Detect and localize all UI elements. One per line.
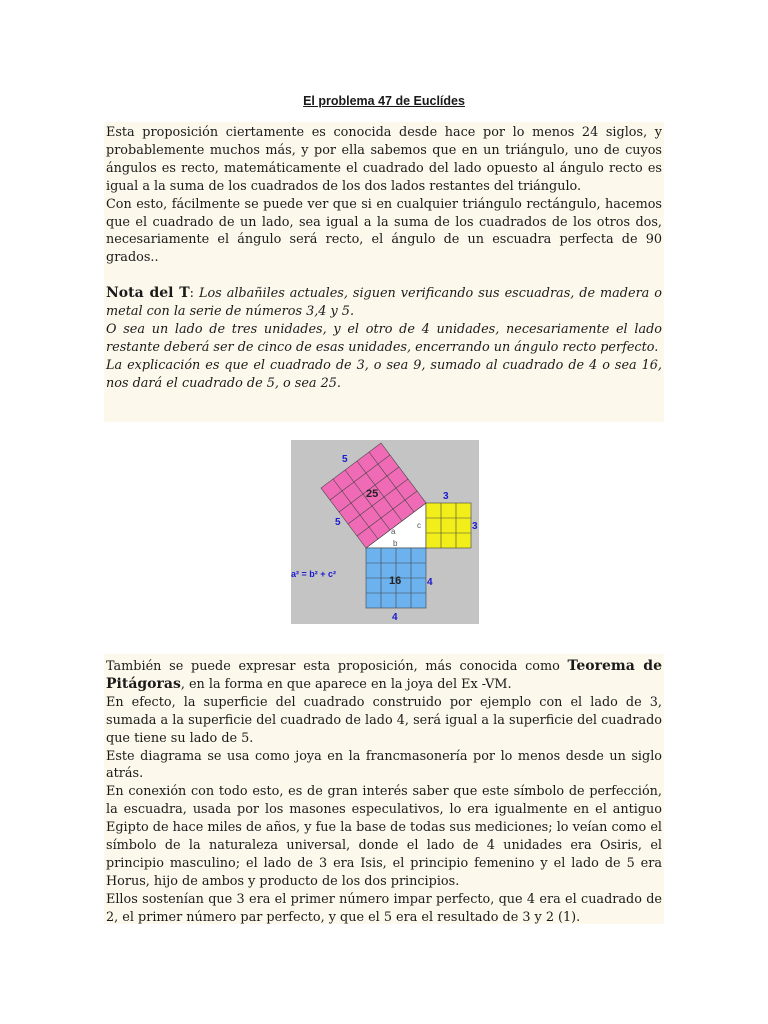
b-label-side: 4	[427, 577, 433, 588]
nota-text-2: O sea un lado de tres unidades, y el otro de 4 unidades, necesariamente el lado restante deberá ser de cinco de esas unidades, encerrando un ángulo recto perfecto.	[106, 321, 662, 355]
nota-line-3	[106, 357, 662, 393]
body-paragraph-5: Ellos sostenían que 3 era el primer número impar perfecto, que 4 era el cuadrado de 2, el primer número par perfecto, y que el 5 era el resultado de 3 y 2 (1).	[106, 891, 662, 925]
area-25: 25	[366, 488, 379, 500]
formula: a² = b² + c²	[291, 569, 337, 579]
hyp-label-top: 5	[342, 454, 348, 465]
nota-colon: :	[189, 286, 199, 302]
area-16: 16	[389, 575, 402, 587]
nota-label: Nota del T	[106, 285, 190, 302]
body-paragraph-3: Este diagrama se usa como joya en la francmasonería por lo menos desde un siglo atrás.	[106, 748, 662, 782]
side-c-label: c	[417, 521, 421, 530]
pythagoras-diagram	[291, 440, 479, 624]
side-b-label: b	[393, 539, 398, 548]
page-title: El problema 47 de Euclídes	[303, 94, 465, 108]
body-paragraph-4: En conexión con todo esto, es de gran interés saber que este símbolo de perfección, la escuadra, usada por los masones especulativos, lo era igualmente en el antiguo Egipto de hace miles de años, y fue la base de todas sus mediciones; lo veían como el símbolo de la naturaleza universal, donde el lado de 4 unidades era Osiris, el principio masculino; el lado de 3 era Isis, el principio femenino y el lado de 5 era Horus, hijo de ambos y producto de los dos principios.	[106, 784, 662, 889]
nota-line-1	[106, 285, 662, 321]
nota-line-2	[106, 321, 662, 357]
pythagoras-figure	[291, 440, 479, 624]
intro-paragraph-1: Esta proposición ciertamente es conocida desde hace por lo menos 24 siglos, y probablemente muchos más, y por ella sabemos que en un triángulo, uno de cuyos ángulos es recto, matemáticamente el cuadrado del lado opuesto al ángulo recto es igual a la suma de los cuadrados de los dos lados restantes del triángulo.	[106, 125, 662, 194]
b-label-bottom: 4	[392, 612, 398, 623]
body-paragraph-2: En efecto, la superficie del cuadrado construido por ejemplo con el lado de 3, sumada a la superficie del cuadrado de lado 4, será igual a la superficie del cuadrado que tiene su lado de 5.	[106, 694, 662, 746]
body-paragraph-1	[106, 658, 662, 694]
body-section	[106, 658, 662, 927]
leg-c-square	[426, 503, 471, 548]
teorema-pitagoras: Teorema de Pitágoras	[106, 658, 663, 692]
intro-section	[106, 124, 662, 393]
body-paragraph-1-pre: También se puede expresar esta proposición, más conocida como	[106, 659, 568, 674]
c-label-side: 3	[472, 521, 478, 532]
body-paragraph-1-post: , en la forma en que aparece en la joya del Ex -VM.	[180, 676, 512, 692]
c-label-top: 3	[443, 491, 449, 502]
nota-text-3: La explicación es que el cuadrado de 3, o sea 9, sumado al cuadrado de 4 o sea 16, nos dará el cuadrado de 5, o sea 25.	[106, 357, 662, 391]
intro-paragraph-2: Con esto, fácilmente se puede ver que si en cualquier triángulo rectángulo, hacemos que el cuadrado de un lado, sea igual a la suma de los cuadrados de los otros dos, necesariamente el ángulo será recto, el ángulo de un escuadra perfecta de 90 grados..	[106, 196, 662, 266]
side-a-label: a	[391, 527, 396, 536]
nota-text-1: Los albañiles actuales, siguen verificando sus escuadras, de madera o metal con la serie de números 3,4 y 5.	[106, 286, 662, 320]
hyp-label-side: 5	[335, 517, 341, 528]
